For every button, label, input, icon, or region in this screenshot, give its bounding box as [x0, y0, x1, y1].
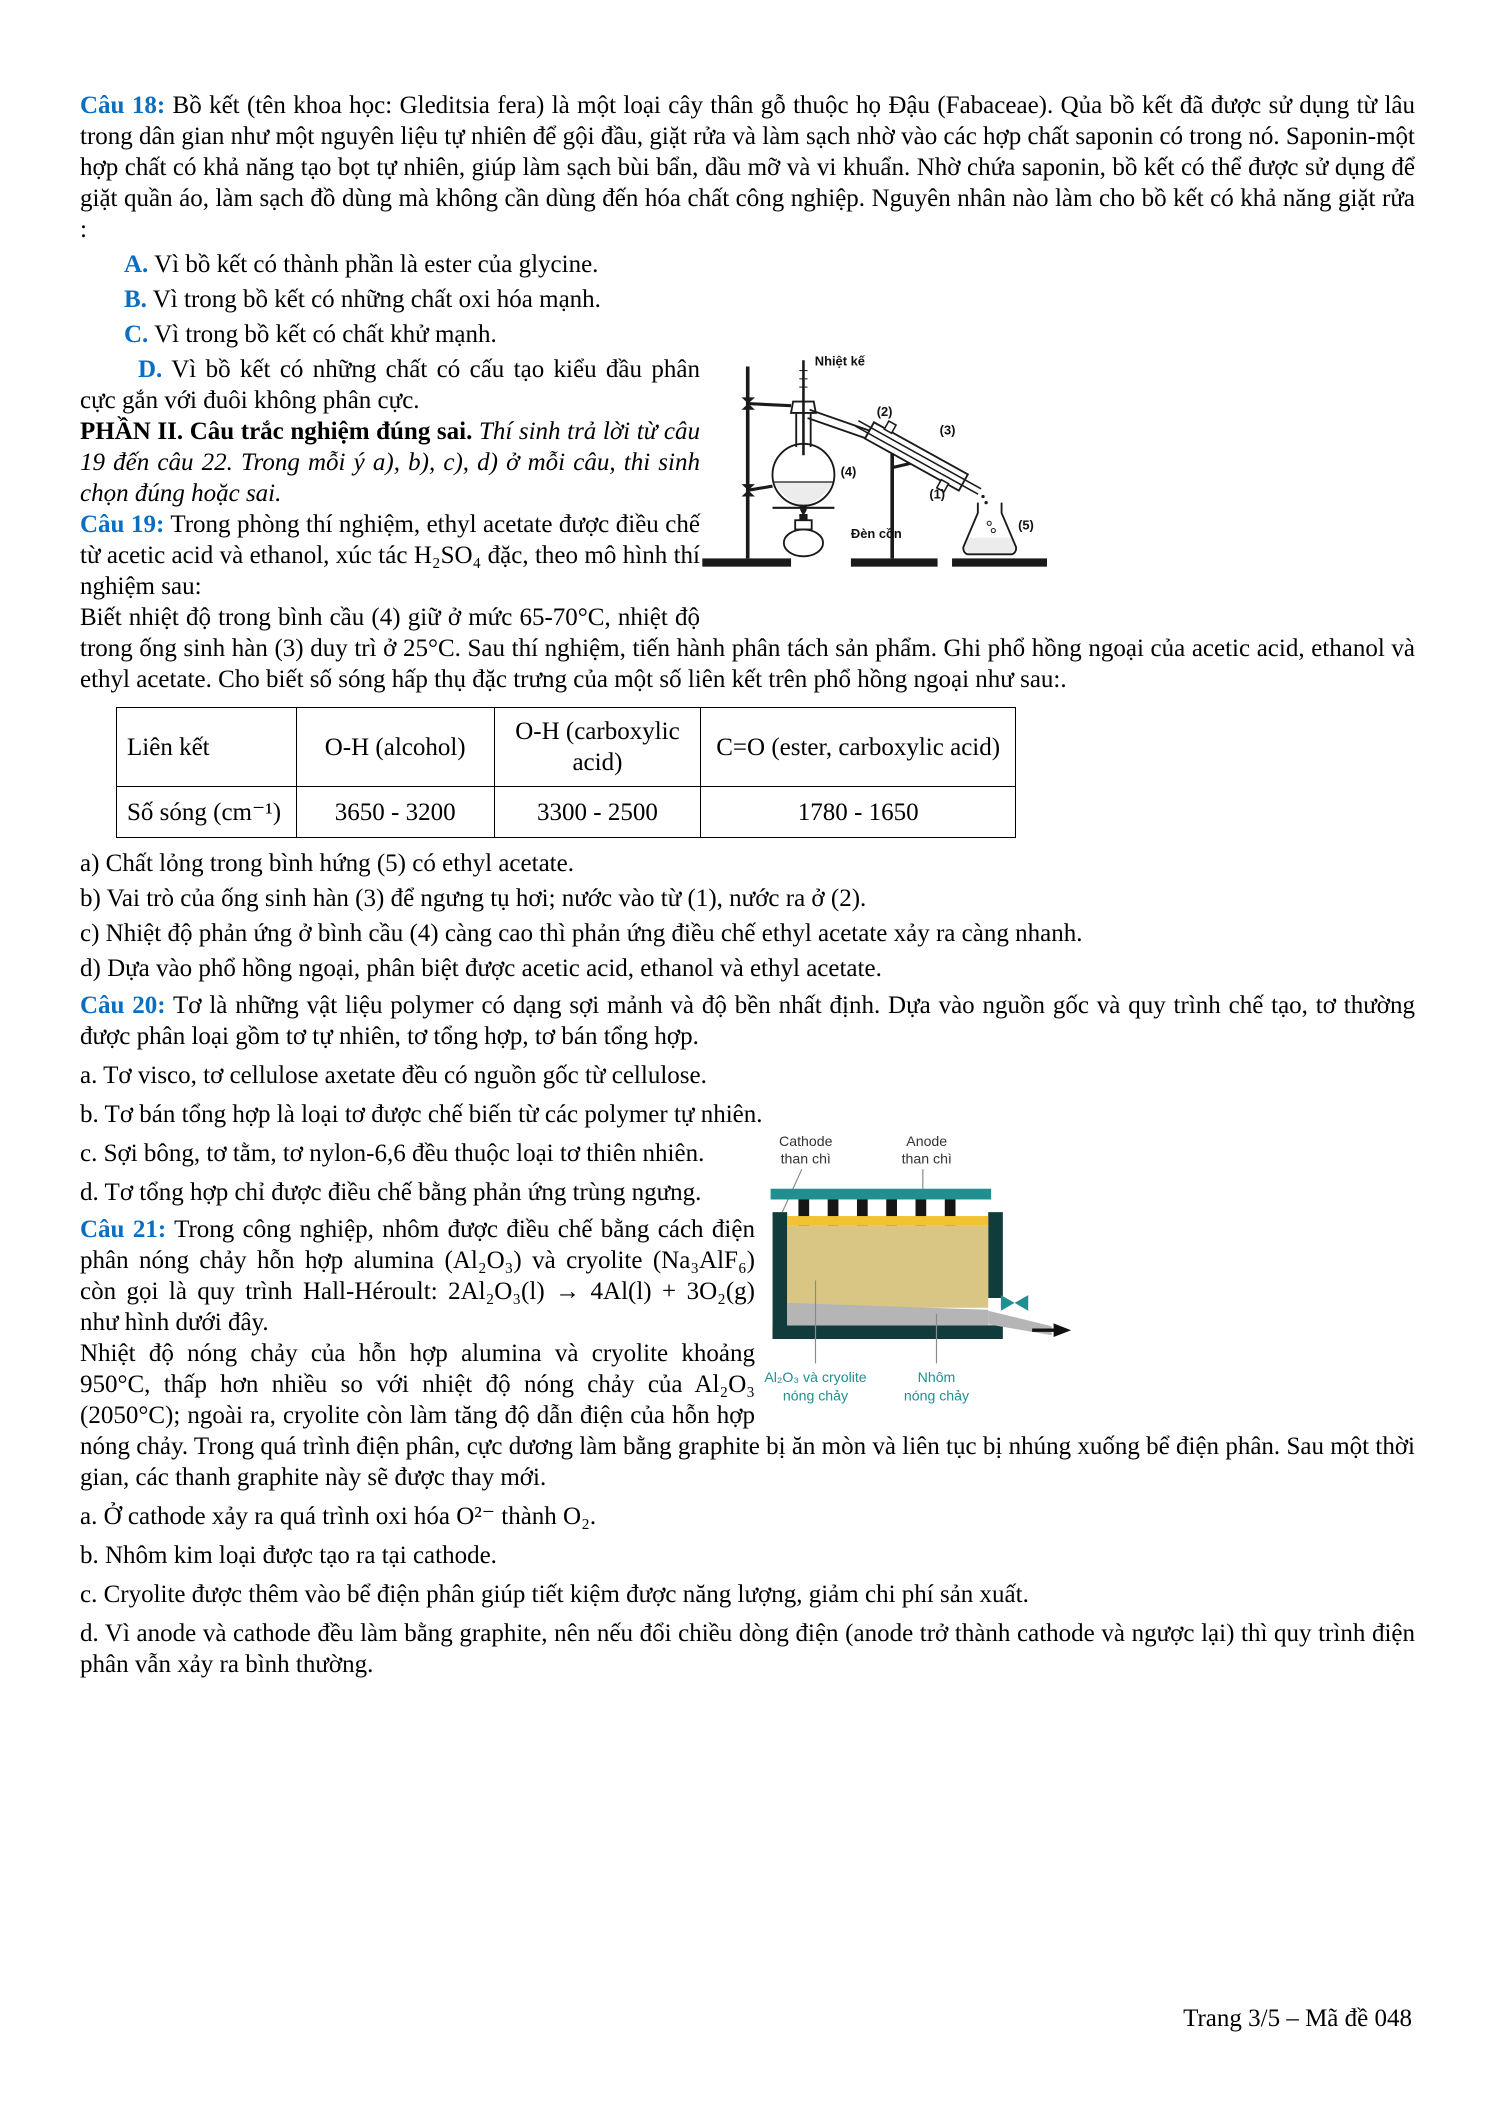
part2-instruction: Thí sinh trả lời từ câu 19 đến câu 22. Trong mỗi ý a), b), c), d) ở mỗi câu, thi sinh chọn đúng hoặc sai. — [80, 418, 700, 507]
q18-option-a-text: Vì bồ kết có thành phần là ester của glycine. — [154, 251, 599, 278]
hall-heroult-cell-diagram — [755, 1132, 1077, 1425]
question-18-paragraph — [80, 90, 1415, 245]
ir-header-oh-acid: O-H (carboxylic acid) — [494, 708, 701, 787]
electrolyte-label-line2: nóng chảy — [782, 1387, 849, 1404]
question-21-label: Câu 21: — [80, 1216, 167, 1243]
question-18-label: Câu 18: — [80, 92, 166, 119]
part-5-label: (5) — [1018, 517, 1034, 533]
stand-left — [702, 366, 791, 566]
part-4-label: (4) — [840, 463, 857, 479]
ir-header-bond: Liên kết — [117, 708, 297, 787]
molten-electrolyte — [787, 1226, 988, 1308]
tap-valve — [1001, 1295, 1028, 1311]
ir-header-oh-alcohol: O-H (alcohol) — [296, 708, 494, 787]
part-3-label: (3) — [939, 422, 956, 438]
part-1-label: (1) — [929, 486, 946, 502]
q18-option-a — [80, 249, 1415, 280]
q18-option-b-letter: B. — [124, 286, 147, 313]
cathode-label-line1: Cathode — [779, 1132, 833, 1149]
q19-item-d: d) Dựa vào phổ hồng ngoại, phân biệt được acetic acid, ethanol và ethyl acetate. — [80, 955, 882, 982]
q21-item-b: b. Nhôm kim loại được tạo ra tại cathode. — [80, 1542, 497, 1569]
q18-option-b — [80, 284, 1415, 315]
question-19-text: Trong phòng thí nghiệm, ethyl acetate được điều chế từ acetic acid và ethanol, xúc tác H₂SO₄ đặc, theo mô hình thí nghiệm sau: — [80, 511, 700, 600]
anode-bus-bar — [771, 1189, 992, 1200]
anode-label-line2: than chì — [901, 1150, 952, 1167]
question-21-detail-text: Nhiệt độ nóng chảy của hỗn hợp alumina và cryolite khoảng 950°C, thấp hơn nhiều so với nhiệt độ nóng chảy của Al₂O₃ (2050°C); ngoài ra, cryolite còn làm tăng độ dẫn điện của hỗn hợp nóng chảy. Trong quá trình điện phân, cực dương làm bằng graphite bị ăn mòn và liên tục bị nhúng xuống bể điện phân. Sau một thời gian, các thanh graphite này sẽ được thay mới. — [80, 1340, 1415, 1491]
ir-wavenumber-label: Số sóng (cm⁻¹) — [117, 787, 297, 838]
q18-option-d-letter: D. — [138, 356, 163, 383]
cathode-label-line2: than chì — [780, 1150, 831, 1167]
anode-label-line1: Anode — [906, 1132, 948, 1149]
q18-option-a-letter: A. — [124, 251, 149, 278]
q20-item-b: b. Tơ bán tổng hợp là loại tơ được chế biến từ các polymer tự nhiên. — [80, 1101, 763, 1128]
q21-item-d: d. Vì anode và cathode đều làm bằng graphite, nên nếu đổi chiều dòng điện (anode trở thành cathode và ngược lại) thì quy trình điện phân vẫn xảy ra bình thường. — [80, 1620, 1415, 1678]
q18-option-c-letter: C. — [124, 321, 149, 348]
ir-table-header-row — [117, 708, 1016, 787]
question-20-paragraph — [80, 990, 1415, 1052]
electrolysis-figure — [755, 1132, 1415, 1425]
receiver-base — [952, 558, 1047, 566]
q21-item-c: c. Cryolite được thêm vào bể điện phân giúp tiết kiệm được năng lượng, giảm chi phí sản xuất. — [80, 1581, 1029, 1608]
condenser — [848, 408, 988, 507]
electrolyte-label-line1: Al₂O₃ và cryolite — [764, 1368, 867, 1385]
q20-item-c: c. Sợi bông, tơ tằm, tơ nylon-6,6 đều thuộc loại tơ thiên nhiên. — [80, 1140, 705, 1167]
q20-item-a: a. Tơ visco, tơ cellulose axetate đều có nguồn gốc từ cellulose. — [80, 1062, 707, 1089]
aluminum-label-line2: nóng chảy — [903, 1387, 970, 1404]
question-21-text: Trong công nghiệp, nhôm được điều chế bằng cách điện phân nóng chảy hỗn hợp alumina (Al₂O₃) và cryolite (Na₃AlF₆) còn gọi là quy trình Hall-Héroult: 2Al₂O₃(l) → 4Al(l) + 3O₂(g) như hình dưới đây. — [80, 1216, 755, 1336]
lamp-label: Đèn cồn — [850, 525, 902, 541]
ir-absorption-table — [116, 707, 1016, 838]
condensate-drop — [981, 495, 984, 498]
ir-value-oh-acid: 3300 - 2500 — [494, 787, 701, 838]
q18-option-b-text: Vì trong bồ kết có những chất oxi hóa mạnh. — [152, 286, 601, 313]
q18-option-c-text: Vì trong bồ kết có chất khử mạnh. — [154, 321, 497, 348]
q20-item-d: d. Tơ tổng hợp chỉ được điều chế bằng phản ứng trùng ngưng. — [80, 1179, 702, 1206]
distillation-apparatus-diagram — [700, 352, 1072, 610]
q19-item-a: a) Chất lỏng trong bình hứng (5) có ethyl acetate. — [80, 850, 574, 877]
erlenmeyer-flask — [963, 503, 1016, 555]
q18-option-c — [80, 319, 1415, 350]
q19-item-c: c) Nhiệt độ phản ứng ở bình cầu (4) càng cao thì phản ứng điều chế ethyl acetate xảy ra càng nhanh. — [80, 920, 1083, 947]
q21-item-a: a. Ở cathode xảy ra quá trình oxi hóa O²⁻ thành O₂. — [80, 1503, 597, 1530]
question-18-text: Bồ kết (tên khoa học: Gleditsia fera) là một loại cây thân gỗ thuộc họ Đậu (Fabaceae). Qủa bồ kết đã được sử dụng từ lâu trong dân gian như một nguyên liệu tự nhiên để gội đầu, giặt rửa và làm sạch nhờ vào các hợp chất saponin có trong nó. Saponin-một hợp chất có khả năng tạo bọt tự nhiên, giúp làm sạch bùi bẩn, dầu mỡ và vi khuẩn. Nhờ chứa saponin, bồ kết có thể được sử dụng để giặt quần áo, làm sạch đồ dùng mà không cần dùng đến hóa chất công nghiệp. Nguyên nhân nào làm cho bồ kết có khả năng giặt rửa : — [80, 92, 1415, 243]
question-20-label: Câu 20: — [80, 992, 166, 1019]
part-2-label: (2) — [876, 403, 893, 419]
q19-item-b: b) Vai trò của ống sinh hàn (3) để ngưng tụ hơi; nước vào từ (1), nước ra ở (2). — [80, 885, 867, 912]
thermometer-label: Nhiệt kế — [814, 353, 865, 369]
page-footer: Trang 3/5 – Mã đề 048 — [1183, 2005, 1412, 2032]
ir-table-value-row — [117, 787, 1016, 838]
q18-option-d-text: Vì bồ kết có những chất có cấu tạo kiểu đầu phân cực gắn với đuôi không phân cực. — [80, 356, 700, 414]
ir-value-oh-alcohol: 3650 - 3200 — [296, 787, 494, 838]
distillation-figure — [700, 352, 1415, 610]
part2-label: PHẦN II. Câu trắc nghiệm đúng sai. — [80, 418, 473, 445]
crust-layer — [787, 1216, 988, 1226]
question-19-note-text: Biết nhiệt độ trong bình cầu (4) giữ ở mức 65-70°C, nhiệt độ trong ống sinh hàn (3) duy trì ở 25°C. Sau thí nghiệm, tiến hành phân tách sản phẩm. Ghi phổ hồng ngoại của acetic acid, ethanol và ethyl acetate. Cho biết số sóng hấp thụ đặc trưng của một số liên kết trên phổ hồng ngoại như sau:. — [80, 604, 1415, 693]
condensate-drop — [984, 501, 987, 504]
ir-header-co: C=O (ester, carboxylic acid) — [701, 708, 1016, 787]
question-19-label: Câu 19: — [80, 511, 165, 538]
question-19-note — [80, 602, 1415, 695]
question-20-text: Tơ là những vật liệu polymer có dạng sợi mảnh và độ bền nhất định. Dựa vào nguồn gốc và quy trình chế tạo, tơ thường được phân loại gồm tơ tự nhiên, tơ tổng hợp, tơ bán tổng hợp. — [80, 992, 1415, 1050]
ir-value-co: 1780 - 1650 — [701, 787, 1016, 838]
aluminum-label-line1: Nhôm — [917, 1368, 956, 1385]
